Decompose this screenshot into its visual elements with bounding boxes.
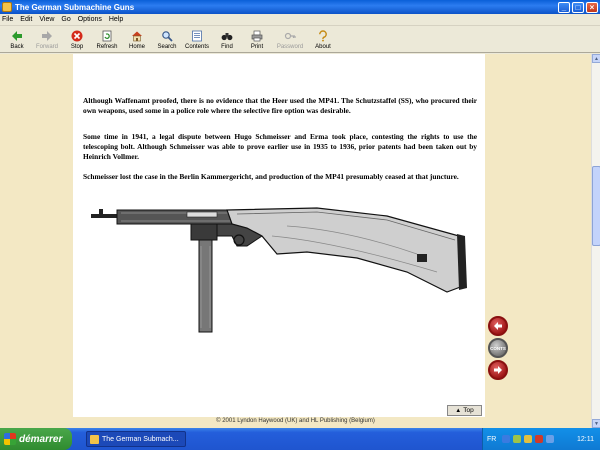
- maximize-button[interactable]: □: [572, 2, 584, 13]
- antivirus-icon[interactable]: [513, 435, 521, 443]
- top-label: Top: [463, 407, 474, 414]
- stop-button[interactable]: [62, 27, 92, 53]
- menu-help[interactable]: Help: [108, 16, 124, 23]
- binoculars-icon: [221, 30, 233, 42]
- menu-options[interactable]: Options: [77, 16, 102, 23]
- search-label: Search: [157, 44, 177, 50]
- back-arrow-icon: [11, 30, 23, 42]
- left-arrow-icon: [493, 321, 503, 331]
- language-indicator[interactable]: FR: [487, 435, 497, 443]
- windows-flag-icon: [4, 433, 16, 445]
- task-label: The German Submach...: [102, 435, 179, 443]
- taskbar-window-button[interactable]: [86, 431, 186, 447]
- menu-edit[interactable]: Edit: [20, 16, 33, 23]
- copyright-footer: © 2001 Lyndon Haywood (UK) and HL Publishing (Belgium): [216, 418, 375, 424]
- title-bar: [0, 0, 600, 14]
- stop-icon: [71, 30, 83, 42]
- forward-button[interactable]: [32, 27, 62, 53]
- password-button[interactable]: [272, 27, 308, 53]
- home-icon: [131, 30, 143, 42]
- refresh-icon: [101, 30, 113, 42]
- up-triangle-icon: ▲: [455, 407, 462, 414]
- home-button[interactable]: [122, 27, 152, 53]
- about-button[interactable]: [308, 27, 338, 53]
- close-button[interactable]: ×: [586, 2, 598, 13]
- key-icon: [284, 30, 296, 42]
- search-icon: [161, 30, 173, 42]
- volume-icon[interactable]: [524, 435, 532, 443]
- vertical-scrollbar[interactable]: [591, 54, 600, 428]
- contents-nav-button[interactable]: CONTS: [488, 338, 508, 358]
- find-button[interactable]: [212, 27, 242, 53]
- printer-icon: [251, 30, 263, 42]
- menu-file[interactable]: File: [2, 16, 14, 23]
- window-title: The German Submachine Guns: [15, 2, 135, 12]
- refresh-button[interactable]: [92, 27, 122, 53]
- contents-button[interactable]: [182, 27, 212, 53]
- password-label: Password: [276, 44, 304, 50]
- print-button[interactable]: [242, 27, 272, 53]
- mp41-gun-image: [87, 206, 471, 340]
- info-icon: [317, 30, 329, 42]
- toolbar: [0, 27, 600, 53]
- about-label: About: [315, 44, 331, 50]
- network-icon[interactable]: [502, 435, 510, 443]
- menu-view[interactable]: View: [39, 16, 55, 23]
- search-button[interactable]: [152, 27, 182, 53]
- menu-go[interactable]: Go: [61, 16, 71, 23]
- right-arrow-icon: [493, 365, 503, 375]
- content-viewport: [0, 54, 591, 428]
- paragraph-3: Schmeisser lost the case in the Berlin Kammergericht, and production of the MP41 presumably ceased at that juncture.: [83, 172, 459, 181]
- scroll-thumb[interactable]: [592, 166, 600, 246]
- content-page: [73, 54, 506, 417]
- minimize-button[interactable]: _: [558, 2, 570, 13]
- app-icon: [2, 2, 12, 12]
- contents-label: Contents: [184, 44, 209, 50]
- find-label: Find: [221, 44, 233, 50]
- scroll-down-icon[interactable]: ▼: [592, 419, 600, 428]
- clock: 12:11: [577, 435, 594, 443]
- contents-icon: [191, 30, 203, 42]
- back-label: Back: [10, 44, 24, 50]
- messenger-icon[interactable]: [546, 435, 554, 443]
- system-tray: [482, 428, 600, 450]
- taskbar: [0, 428, 600, 450]
- menu-bar: [0, 14, 600, 26]
- back-button[interactable]: [2, 27, 32, 53]
- forward-label: Forward: [35, 44, 58, 50]
- task-app-icon: [90, 435, 99, 444]
- start-button[interactable]: [0, 428, 72, 450]
- print-label: Print: [250, 44, 264, 50]
- back-to-top-button[interactable]: [447, 405, 482, 416]
- paragraph-1: Although Waffenamt proofed, there is no evidence that the Heer used the MP41. The Schutzstaffel (SS), who procured their own weapons, used some in a police role where the selective fire option was desirable.: [83, 96, 477, 115]
- paragraph-2: Some time in 1941, a legal dispute between Hugo Schmeisser and Erma took place, contesting the rights to use the telescoping bolt. Although Schmeisser was able to prove earlier use in 1935 to 1936, prior patents had been taken out by Heinrich Vollmer.: [83, 132, 477, 161]
- tray-app-icon[interactable]: [535, 435, 543, 443]
- scroll-up-icon[interactable]: ▲: [592, 54, 600, 63]
- previous-page-button[interactable]: [488, 316, 508, 336]
- forward-arrow-icon: [41, 30, 53, 42]
- refresh-label: Refresh: [96, 44, 118, 50]
- home-label: Home: [128, 44, 145, 50]
- start-label: démarrer: [19, 433, 63, 445]
- stop-label: Stop: [70, 44, 84, 50]
- next-page-button[interactable]: [488, 360, 508, 380]
